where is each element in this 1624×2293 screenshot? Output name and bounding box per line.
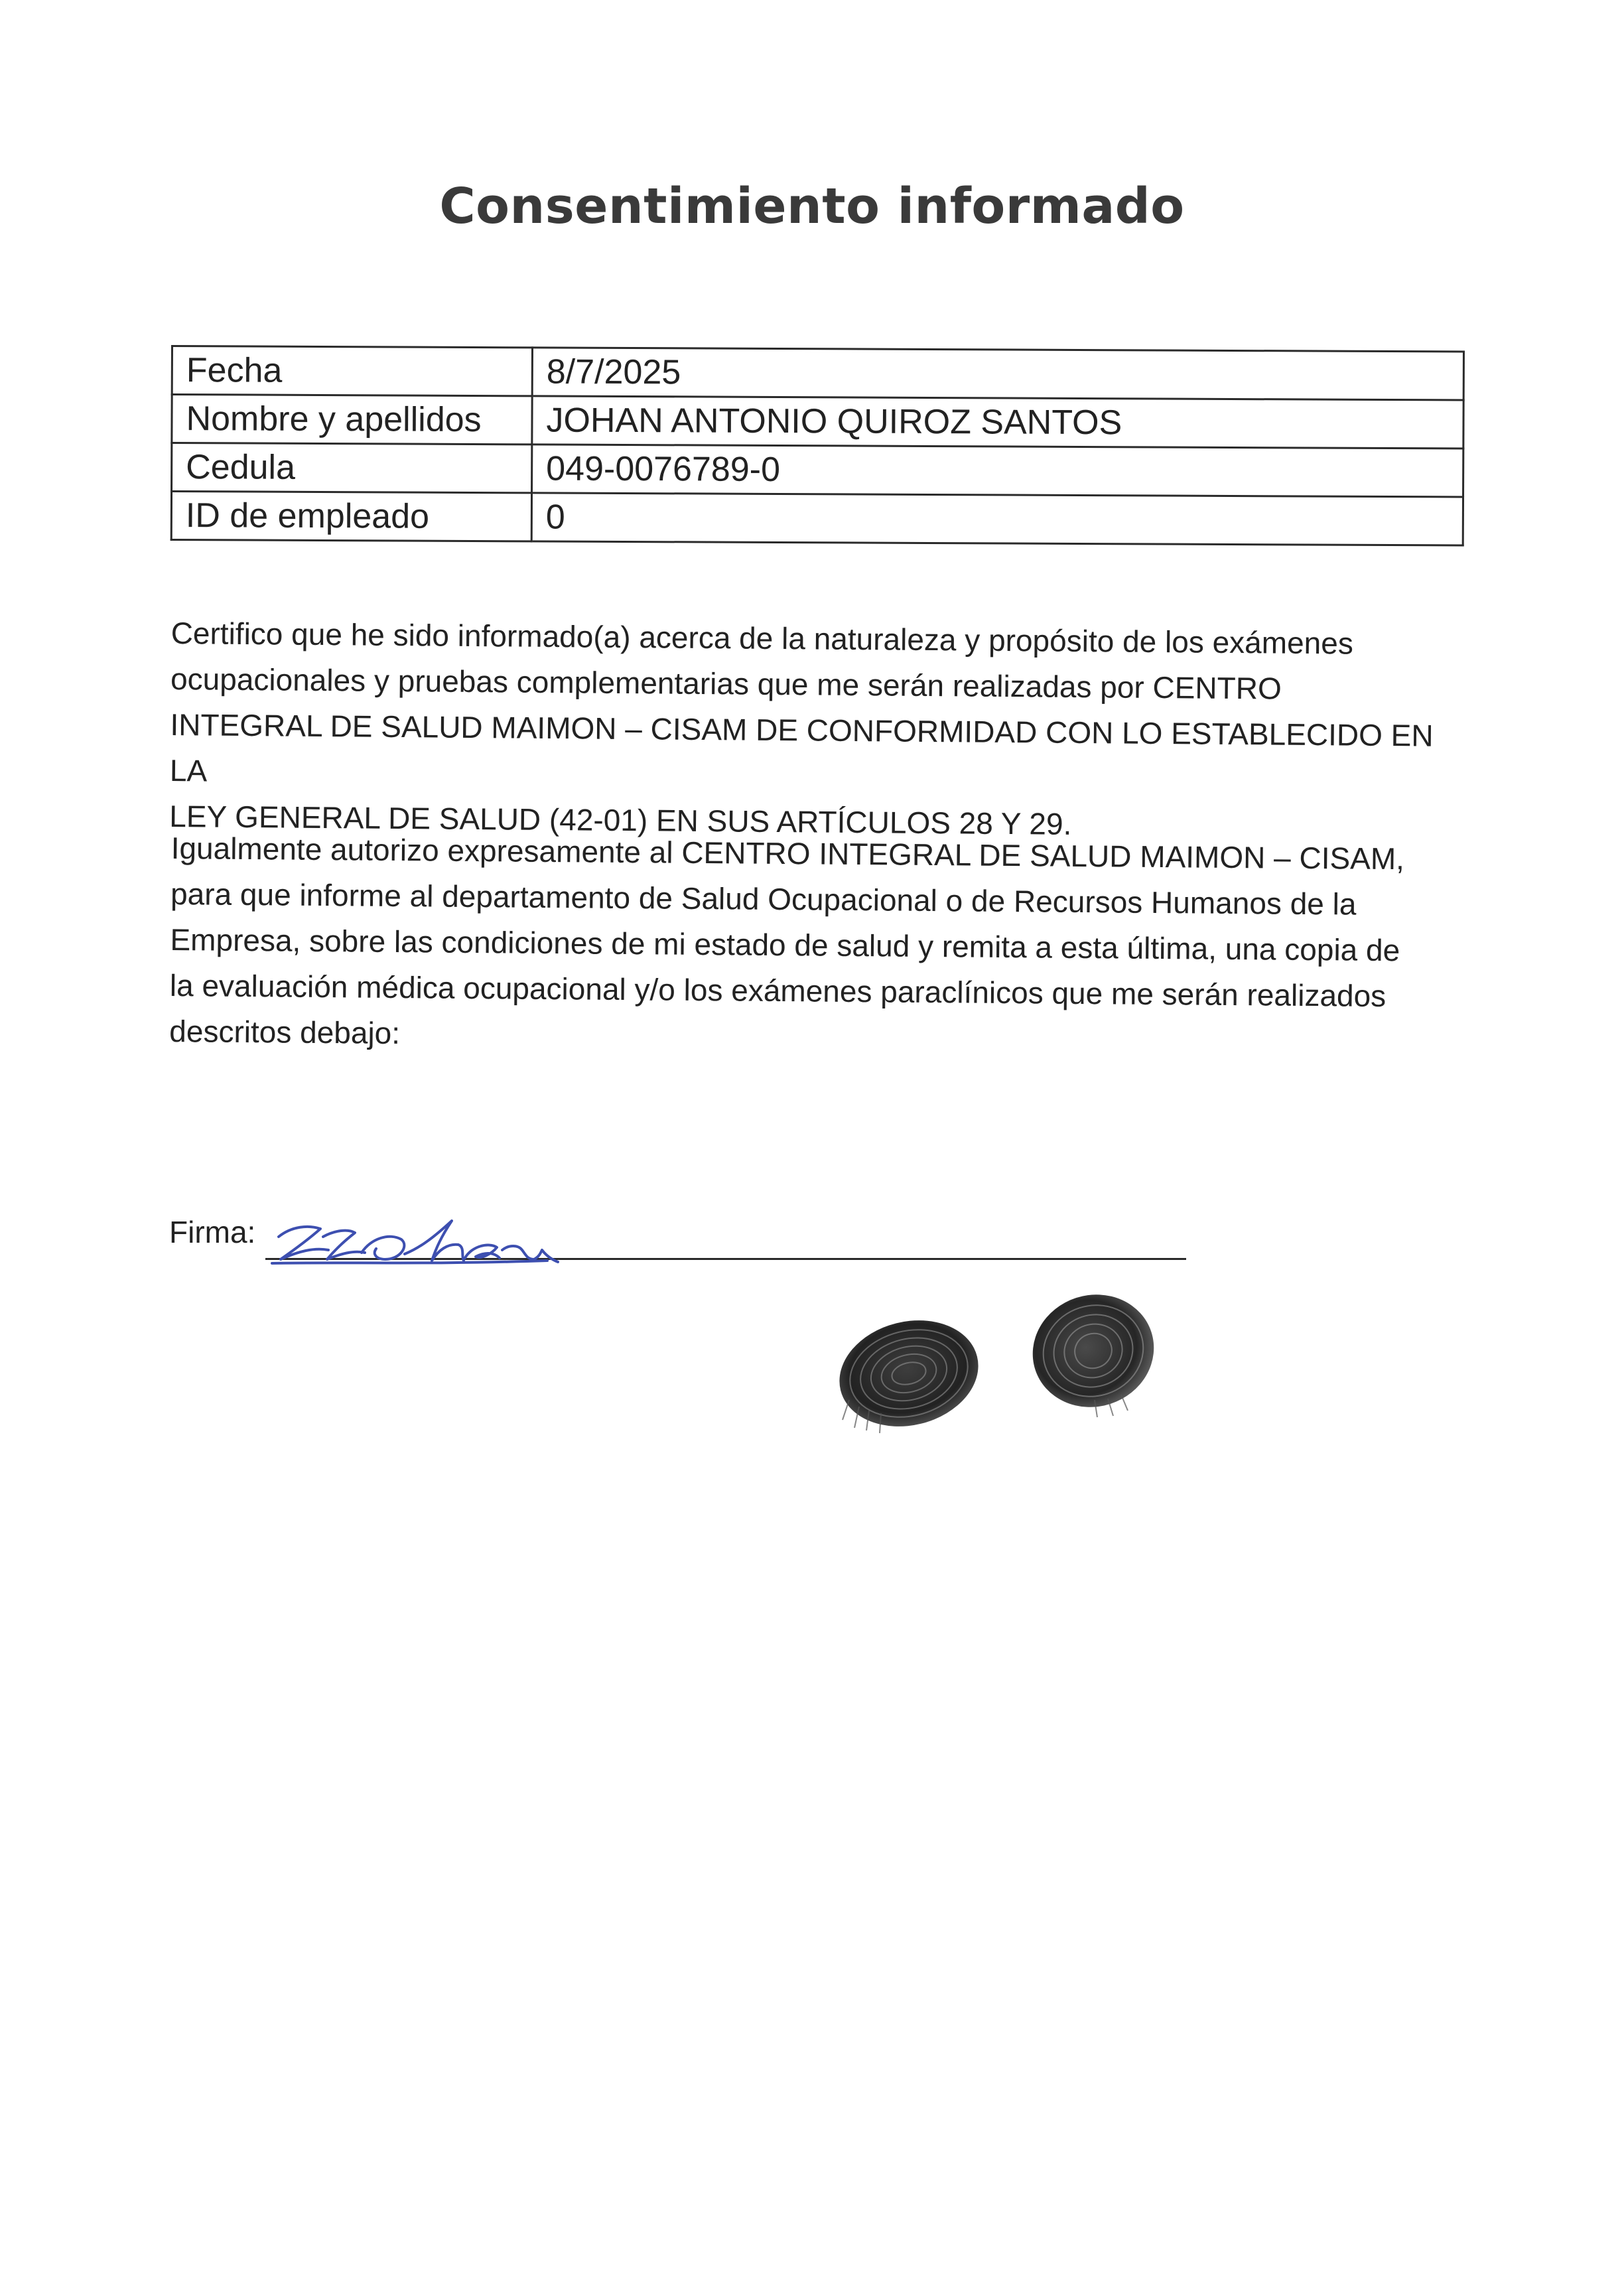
- paragraph-line: INTEGRAL DE SALUD MAIMON – CISAM DE CONFORMIDAD CON LO ESTABLECIDO EN LA: [169, 707, 1434, 788]
- cedula-value: 049-0076789-0: [532, 445, 1463, 497]
- name-value: JOHAN ANTONIO QUIROZ SANTOS: [532, 396, 1463, 449]
- document-title: Consentimiento informado: [439, 178, 1185, 235]
- handwritten-signature: [262, 1206, 620, 1273]
- paragraph-line: Igualmente autorizo expresamente al CENTRO INTEGRAL DE SALUD MAIMON – CISAM,: [170, 830, 1405, 876]
- date-value: 8/7/2025: [532, 348, 1463, 400]
- paragraph-line: para que informe al departamento de Salud Ocupacional o de Recursos Humanos de la: [170, 876, 1357, 922]
- authorization-paragraph: [169, 825, 1471, 1066]
- employee-id-label: ID de empleado: [171, 492, 531, 541]
- fingerprint-icon: [823, 1287, 1181, 1446]
- table-row: [172, 395, 1463, 449]
- paragraph-line: LEY GENERAL DE SALUD (42-01) EN SUS ARTÍCULOS 28 Y 29.: [169, 798, 1072, 841]
- paragraph-line: descritos debajo:: [169, 1013, 401, 1051]
- info-table: [170, 345, 1465, 547]
- certification-paragraph: [169, 610, 1471, 851]
- table-row: [172, 443, 1463, 497]
- employee-id-value: 0: [531, 493, 1463, 545]
- paragraph-line: ocupacionales y pruebas complementarias que me serán realizadas por CENTRO: [170, 661, 1282, 706]
- table-row: [171, 492, 1463, 545]
- cedula-label: Cedula: [172, 443, 532, 493]
- name-label: Nombre y apellidos: [172, 395, 532, 445]
- date-label: Fecha: [172, 346, 532, 396]
- paragraph-line: la evaluación médica ocupacional y/o los exámenes paraclínicos que me serán realizados: [169, 967, 1387, 1013]
- paragraph-line: Empresa, sobre las condiciones de mi estado de salud y remita a esta última, una copia de: [170, 922, 1400, 968]
- table-row: [172, 346, 1463, 400]
- paragraph-line: Certifico que he sido informado(a) acerca de la naturaleza y propósito de los exámenes: [170, 615, 1354, 661]
- signature-label: Firma:: [169, 1215, 256, 1249]
